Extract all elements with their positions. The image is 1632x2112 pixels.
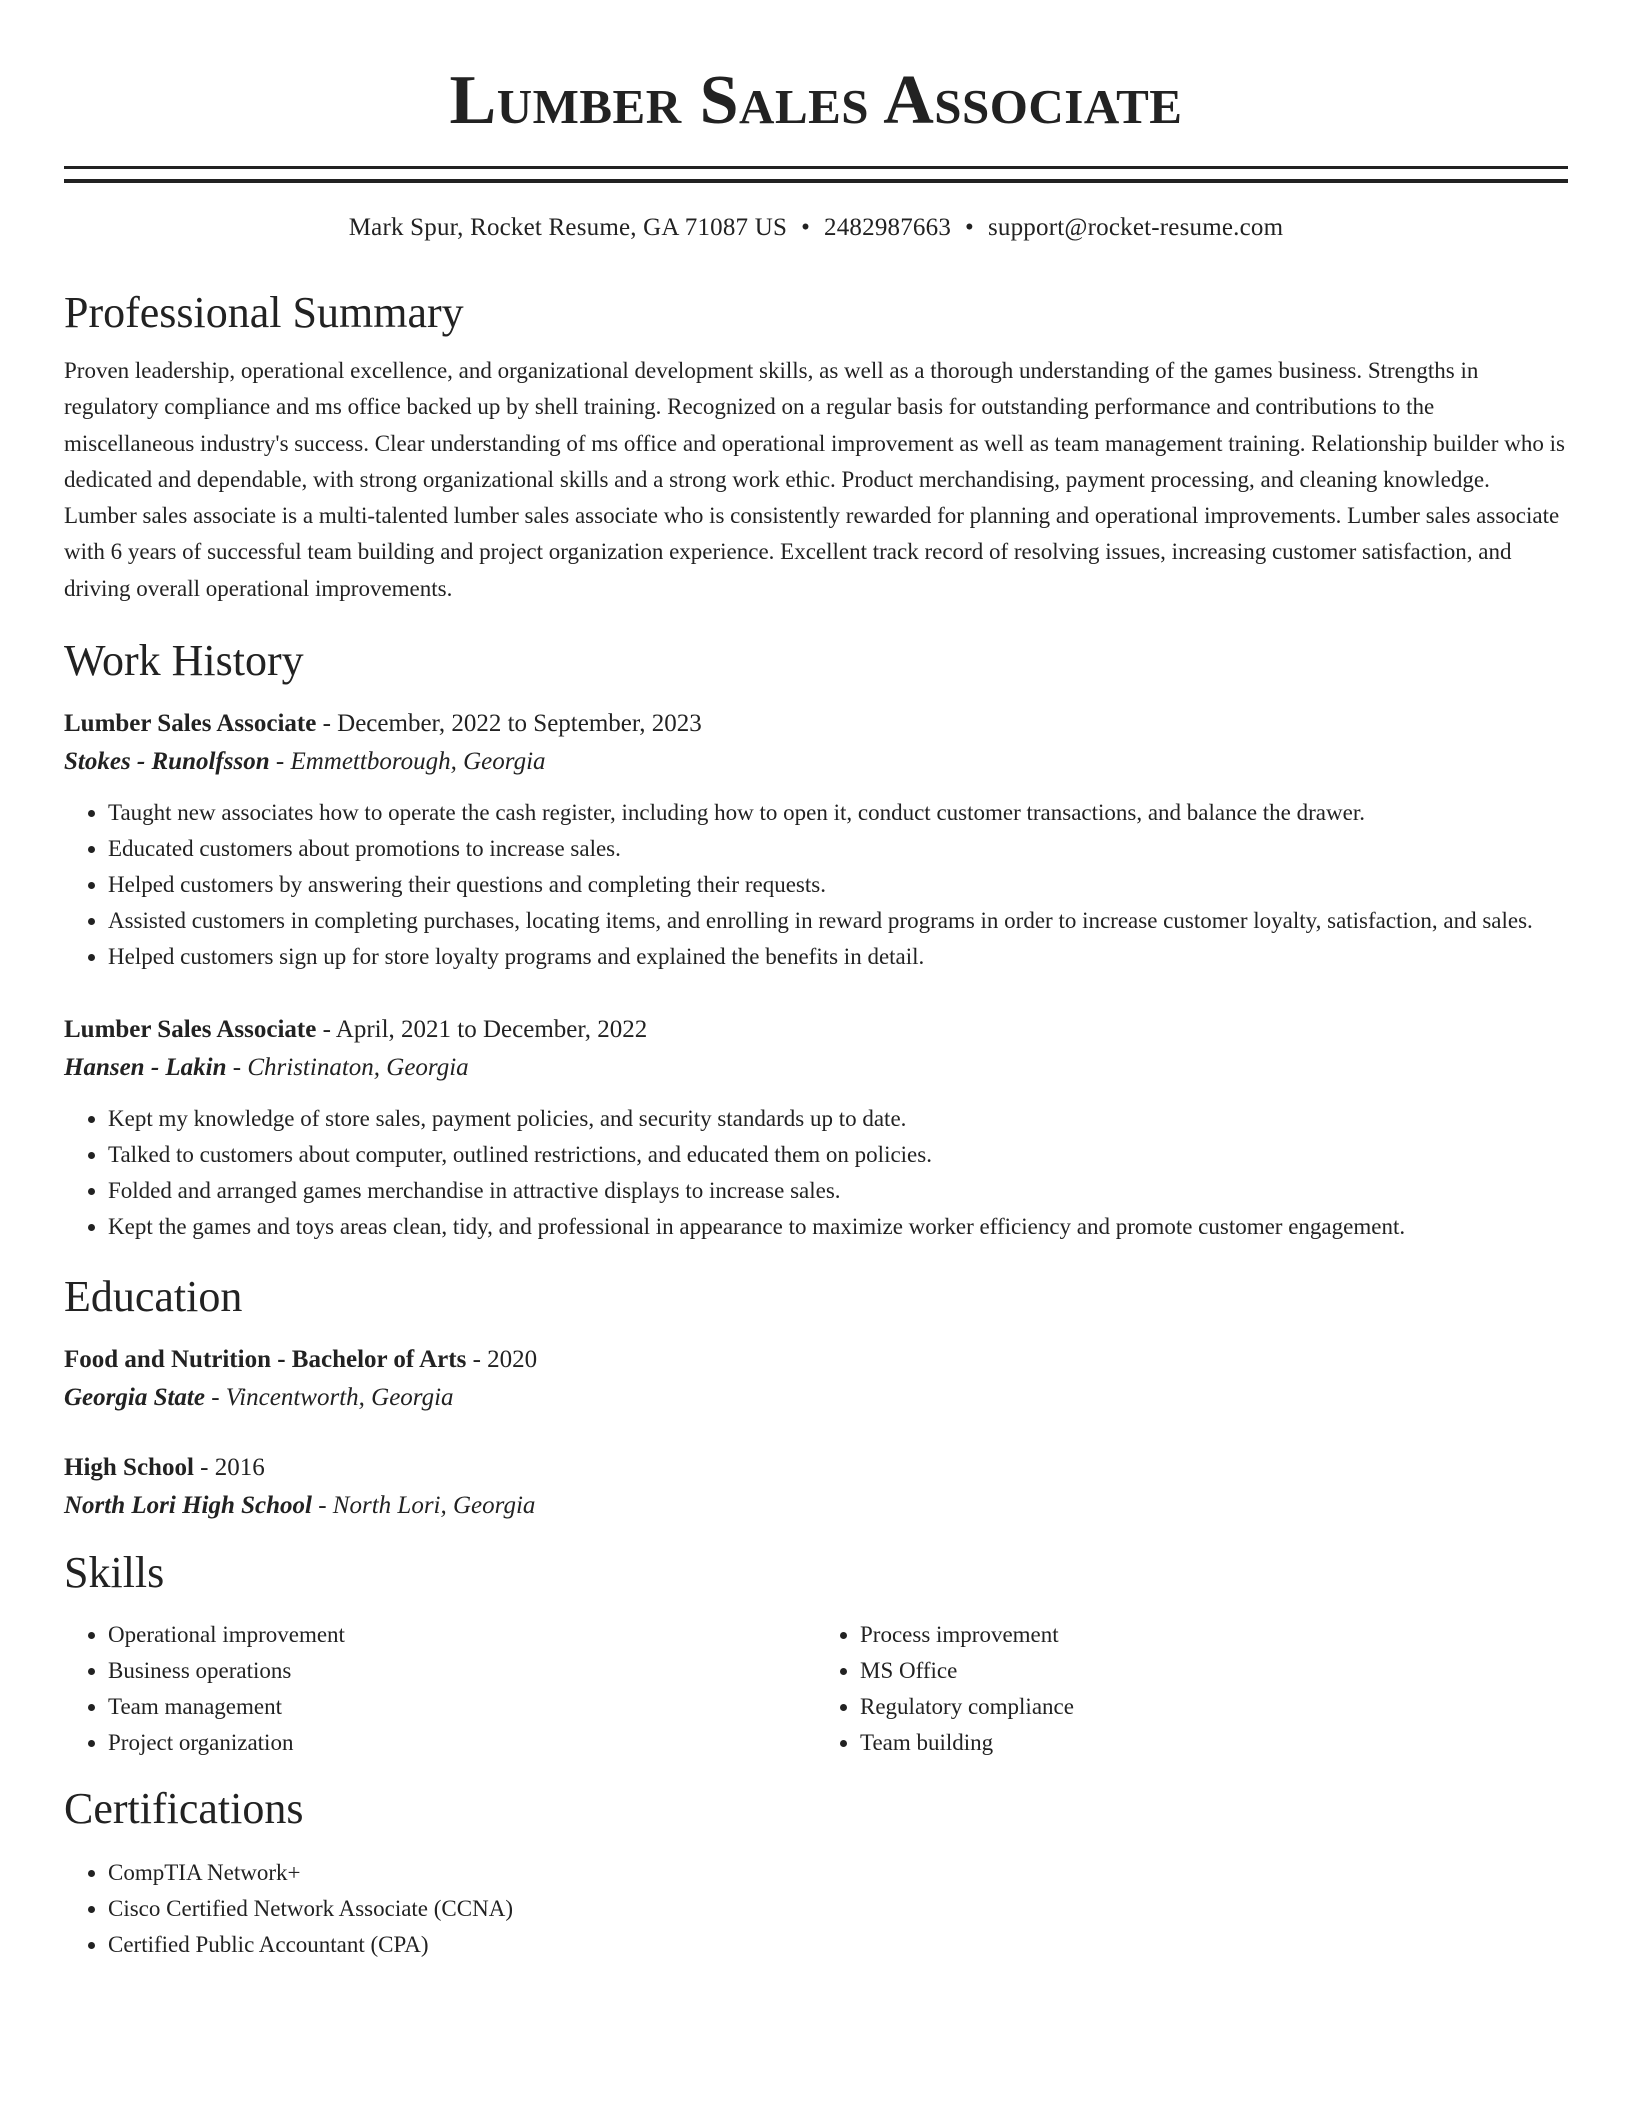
- work-history-section: [64, 633, 1568, 1245]
- education-location: - North Lori, Georgia: [311, 1492, 536, 1520]
- resume-title: Lumber Sales Associate: [449, 62, 1183, 139]
- skills-list-left: [64, 1617, 816, 1761]
- list-item: • Process improvement: [860, 1617, 1568, 1653]
- job-dates: - April, 2021 to December, 2022: [316, 1016, 648, 1044]
- section-heading-work: Work History: [64, 636, 304, 686]
- skills-list-right: [816, 1617, 1568, 1761]
- job-company: Stokes - Runolfsson: [64, 748, 270, 776]
- education-school-line: [64, 1487, 1568, 1525]
- education-entry: [64, 1449, 1568, 1525]
- education-degree: High School: [64, 1454, 194, 1482]
- job-header: [64, 705, 1568, 743]
- list-item: • Folded and arranged games merchandise in attractive displays to increase sales.: [108, 1173, 1568, 1209]
- skills-columns: [64, 1617, 1568, 1761]
- section-heading-education: Education: [64, 1272, 243, 1322]
- job-entry: [64, 705, 1568, 975]
- summary-text: Proven leadership, operational excellence, and organizational development skills, as well as a thorough understanding of the games business. Strengths in regulatory compliance and ms office backed up by shell training. Recognized on a regular basis for outstanding performance and contributions to the miscellaneous industry's success. Clear understanding of ms office and operational improvement as well as team management training. Relationship builder who is dedicated and dependable, with strong organizational skills and a strong work ethic. Product merchandising, payment processing, and cleaning knowledge. Lumber sales associate is a multi-talented lumber sales associate who is consistently rewarded for planning and operational improvements. Lumber sales associate with 6 years of successful team building and project organization experience. Excellent track record of resolving issues, increasing customer satisfaction, and driving overall operational improvements.: [64, 358, 1565, 601]
- contact-phone: 2482987663: [824, 214, 952, 241]
- list-item: • Helped customers by answering their questions and completing their requests.: [108, 867, 1568, 903]
- list-item: • Team building: [860, 1725, 1568, 1761]
- contact-separator: •: [965, 214, 974, 241]
- list-item: • Certified Public Accountant (CPA): [108, 1927, 1568, 1963]
- job-location: - Christinaton, Georgia: [226, 1054, 469, 1082]
- contact-email: support@rocket-resume.com: [987, 214, 1284, 241]
- section-heading-skills: Skills: [64, 1548, 165, 1598]
- education-header: [64, 1449, 1568, 1487]
- job-entry: [64, 1011, 1568, 1245]
- job-employer: [64, 743, 1568, 781]
- education-degree: Food and Nutrition - Bachelor of Arts: [64, 1346, 467, 1374]
- list-item: • Assisted customers in completing purchases, locating items, and enrolling in reward programs in order to increase customer loyalty, satisfaction, and sales.: [108, 903, 1568, 939]
- list-item: • MS Office: [860, 1653, 1568, 1689]
- skills-section: [64, 1545, 1568, 1761]
- list-item: • Project organization: [108, 1725, 816, 1761]
- job-company: Hansen - Lakin: [64, 1054, 227, 1082]
- section-heading-summary: Professional Summary: [64, 288, 464, 337]
- list-item: • Operational improvement: [108, 1617, 816, 1653]
- list-item: • Kept the games and toys areas clean, tidy, and professional in appearance to maximize worker efficiency and promote customer engagement.: [108, 1209, 1568, 1245]
- list-item: • Taught new associates how to operate the cash register, including how to open it, conduct customer transactions, and balance the drawer.: [108, 795, 1568, 831]
- job-location: - Emmettborough, Georgia: [269, 748, 546, 776]
- list-item: • Team management: [108, 1689, 816, 1725]
- list-item: • Educated customers about promotions to increase sales.: [108, 831, 1568, 867]
- job-dates: - December, 2022 to September, 2023: [316, 710, 702, 738]
- section-heading-certifications: Certifications: [64, 1784, 304, 1834]
- education-year: - 2016: [193, 1454, 265, 1482]
- education-school: Georgia State: [64, 1384, 205, 1412]
- job-bullets: [64, 795, 1568, 975]
- education-school: North Lori High School: [64, 1492, 312, 1520]
- contact-separator: •: [801, 214, 811, 241]
- professional-summary-section: [64, 285, 1568, 607]
- contact-address: Mark Spur, Rocket Resume, GA 71087 US: [348, 214, 788, 241]
- job-bullets: [64, 1101, 1568, 1245]
- list-item: • Cisco Certified Network Associate (CCNA): [108, 1891, 1568, 1927]
- list-item: • Kept my knowledge of store sales, payment policies, and security standards up to date.: [108, 1101, 1568, 1137]
- contact-line: [64, 211, 1568, 245]
- job-employer: [64, 1049, 1568, 1087]
- certifications-section: [64, 1781, 1568, 1963]
- job-title: Lumber Sales Associate: [64, 710, 317, 738]
- education-school-line: [64, 1379, 1568, 1417]
- certifications-list: [64, 1855, 1568, 1963]
- education-entry: [64, 1341, 1568, 1417]
- title-double-rule: [64, 166, 1568, 183]
- list-item: • Regulatory compliance: [860, 1689, 1568, 1725]
- list-item: • Business operations: [108, 1653, 816, 1689]
- education-year: - 2020: [466, 1346, 538, 1374]
- list-item: • CompTIA Network+: [108, 1855, 1568, 1891]
- list-item: • Talked to customers about computer, outlined restrictions, and educated them on policies.: [108, 1137, 1568, 1173]
- list-item: • Helped customers sign up for store loyalty programs and explained the benefits in detail.: [108, 939, 1568, 975]
- education-header: [64, 1341, 1568, 1379]
- education-location: - Vincentworth, Georgia: [204, 1384, 454, 1412]
- education-section: [64, 1269, 1568, 1525]
- job-title: Lumber Sales Associate: [64, 1016, 317, 1044]
- job-header: [64, 1011, 1568, 1049]
